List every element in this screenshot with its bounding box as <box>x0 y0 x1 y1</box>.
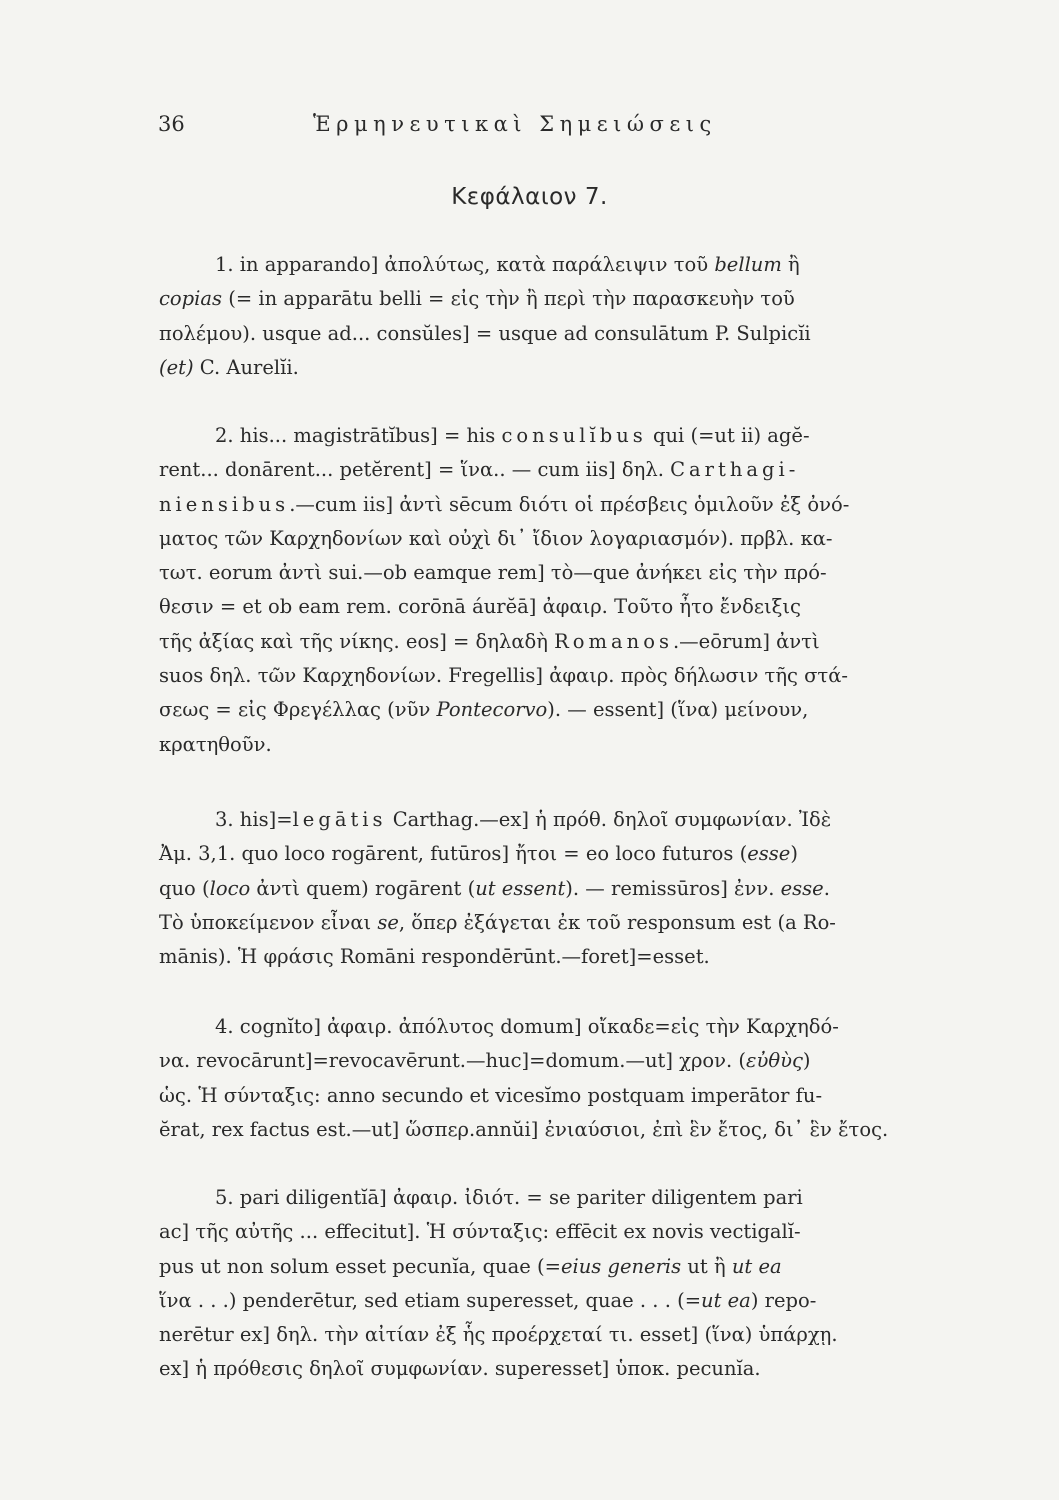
text-run: ut ea <box>701 1288 751 1312</box>
text-run: ). — essent] (ἵνα) μείνουν, <box>547 698 809 722</box>
text-run: Pontecorvo <box>436 698 548 722</box>
page-header <box>158 112 858 146</box>
text-line <box>159 1010 1005 1044</box>
text-run: να. revocārunt]=revocavērunt.—huc]=domum.—ut] χρον. ( <box>159 1049 747 1073</box>
note-section-5 <box>159 1181 1005 1387</box>
text-run: quo ( <box>159 876 210 900</box>
text-line <box>159 693 1005 727</box>
text-run: pus ut non solum esset pecunĭa, quae (= <box>159 1254 561 1278</box>
text-run: ut essent <box>475 876 566 900</box>
running-head: Ἑρμηνευτικαὶ Σημειώσεις <box>313 112 717 136</box>
text-run: nerētur ex] δηλ. τὴν αἰτίαν ἐξ ἧς προέρχεταί τι. esset] (ἵνα) ὑπάρχῃ. <box>159 1323 838 1347</box>
text-line <box>159 1181 1005 1215</box>
text-run: πολέμου). usque ad... consŭles] = usque ad consulātum P. Sulpicĭi <box>159 321 811 345</box>
text-run: ĕrat, rex factus est.—ut] ὥσπερ.annŭi] ἐνιαύσιοι, ἐπὶ ἓν ἔτος, δι᾽ ἓν ἔτος. <box>159 1117 889 1141</box>
text-run: ἢ <box>781 253 800 276</box>
text-run: 5. pari diligentĭā] ἀφαιρ. ἰδιότ. = se pariter diligentem pari <box>215 1186 803 1209</box>
text-run: rent... donārent... petĕrent] = ἵνα.. — cum iis] δηλ. <box>159 458 671 482</box>
text-run: (et) <box>159 355 194 379</box>
text-run: 2. his... magistrātĭbus] = his <box>215 424 502 447</box>
text-line <box>159 659 1005 693</box>
text-line <box>159 351 1005 385</box>
text-run: κρατηθοῦν. <box>159 732 272 756</box>
text-run: se <box>377 910 399 934</box>
text-run: ἵνα . . .) penderētur, sed etiam superesset, quae . . . (= <box>159 1288 702 1312</box>
text-run: mānis). Ἡ φράσις Romāni respondērūnt.—foret]=esset. <box>159 945 710 969</box>
text-run: .—cum iis] ἀντὶ sēcum διότι οἱ πρέσβεις ὁμιλοῦν ἐξ ὀνό- <box>289 492 850 516</box>
text-line <box>159 906 1005 940</box>
text-run: . <box>823 876 830 900</box>
text-line <box>159 590 1005 624</box>
text-run: (= in apparātu belli = εἰς τὴν ἢ περὶ τὴν παρασκευὴν τοῦ <box>222 287 795 311</box>
text-run: ) <box>802 1049 811 1073</box>
text-line <box>159 1284 1005 1318</box>
text-line <box>159 1318 1005 1352</box>
text-line <box>159 728 1005 762</box>
note-section-2 <box>159 419 1005 762</box>
text-run: ut ἢ <box>681 1254 732 1278</box>
text-line <box>159 1250 1005 1284</box>
text-run: C. Aurelĭi. <box>193 355 299 379</box>
text-run: copias <box>159 287 223 311</box>
text-run: τῆς ἀξίας καὶ τῆς νίκης. eos] = δηλαδὴ <box>159 629 555 653</box>
text-run: ) repo- <box>750 1288 817 1312</box>
text-line <box>159 1044 1005 1078</box>
text-run: eius generis <box>560 1254 682 1278</box>
chapter-title: Κεφάλαιον 7. <box>451 184 608 210</box>
text-line <box>159 872 1005 906</box>
text-run: ματος τῶν Καρχηδονίων καὶ οὐχὶ δι᾽ ἴδιον λογαριασμόν). πρβλ. κα- <box>159 526 833 550</box>
text-line <box>159 1113 1005 1147</box>
text-run: Romanos <box>554 629 673 653</box>
text-run: εὐθὺς <box>746 1049 803 1073</box>
text-run: τωτ. eorum ἀντὶ sui.—ob eamque rem] τὸ—que ἀνήκει εἰς τὴν πρό- <box>159 561 827 585</box>
text-run: Ἀμ. 3,1. quo loco rogārent, futūros] ἤτοι = eo loco futuros ( <box>159 842 748 866</box>
text-run: consulĭbus <box>501 424 647 447</box>
text-run: qui (=ut ii) agĕ- <box>646 424 810 447</box>
text-line <box>159 248 1005 282</box>
text-line <box>159 625 1005 659</box>
text-line <box>159 282 1005 316</box>
text-run: esse <box>780 876 824 900</box>
text-run: 1. in apparando] ἀπολύτως, κατὰ παράλειψιν τοῦ <box>215 253 715 276</box>
text-line <box>159 522 1005 556</box>
text-run: esse <box>747 842 791 866</box>
text-run: loco <box>209 876 251 900</box>
text-line <box>159 1079 1005 1113</box>
text-run: suos δηλ. τῶν Καρχηδονίων. Fregellis] ἀφαιρ. πρὸς δήλωσιν τῆς στά- <box>159 664 848 688</box>
text-run: niensibus <box>159 492 290 516</box>
text-run: ut ea <box>731 1254 782 1278</box>
page-number: 36 <box>158 112 185 136</box>
text-run: θεσιν = et ob eam rem. corōnā áurĕā] ἀφαιρ. Τοῦτο ἦτο ἔνδειξις <box>159 595 801 619</box>
note-section-3 <box>159 803 1005 974</box>
text-run: bellum <box>714 253 782 276</box>
text-line <box>159 488 1005 522</box>
text-line <box>159 453 1005 487</box>
text-line <box>159 803 1005 837</box>
text-line <box>159 419 1005 453</box>
text-run: Carthag.—ex] ἡ πρόθ. δηλοῖ συμφωνίαν. Ἰδὲ <box>386 808 832 831</box>
text-run: , ὅπερ ἐξάγεται ἐκ τοῦ responsum est (a Ro- <box>398 910 836 934</box>
text-run: Τὸ ὑποκείμενον εἶναι <box>159 910 378 934</box>
text-line <box>159 837 1005 871</box>
text-run: legātis <box>292 808 387 831</box>
text-run: ἀντὶ quem) rogārent ( <box>250 876 476 900</box>
text-run: ὡς. Ἡ σύνταξις: anno secundo et vicesĭmo postquam imperātor fu- <box>159 1083 823 1107</box>
text-line <box>159 1215 1005 1249</box>
text-run: Carthagi- <box>670 458 800 482</box>
text-run: σεως = εἰς Φρεγέλλας (νῦν <box>159 698 437 722</box>
text-line <box>159 317 1005 351</box>
note-section-4 <box>159 1010 1005 1147</box>
text-run: ex] ἡ πρόθεσις δηλοῖ συμφωνίαν. superesset] ὑποκ. pecunĭa. <box>159 1357 761 1381</box>
text-line <box>159 940 1005 974</box>
text-line <box>159 1352 1005 1386</box>
text-run: ac] τῆς αὐτῆς ... effecitut]. Ἡ σύνταξις: effēcit ex novis vectigalĭ- <box>159 1220 801 1244</box>
note-section-1 <box>159 248 1005 385</box>
text-run: ) <box>790 842 798 866</box>
text-run: ). — remissūros] ἐνν. <box>565 876 781 900</box>
text-line <box>159 556 1005 590</box>
text-run: 4. cognĭto] ἀφαιρ. ἀπόλυτος domum] οἴκαδε=εἰς τὴν Καρχηδό- <box>215 1015 839 1038</box>
text-run: 3. his]= <box>215 808 293 831</box>
text-run: .—eōrum] ἀντὶ <box>672 629 820 653</box>
